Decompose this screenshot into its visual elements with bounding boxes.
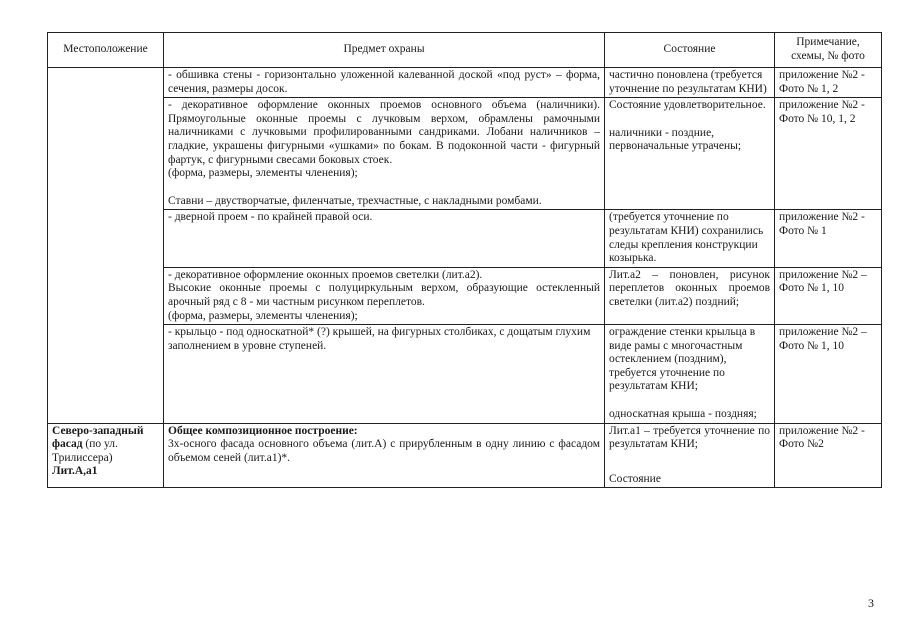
subject-text: Высокие оконные проемы с полуциркульным верхом, образующие остекленный арочный ряд с 8 - ми частным рисунком переплетов. [168,282,600,308]
subject-text: - декоративное оформление оконных проемов светелки (лит.а2). [168,268,483,281]
page-number: 3 [868,596,874,610]
table-row [48,423,882,488]
subject-cell [164,325,605,424]
subject-cell [164,423,605,488]
state-cell [605,98,775,210]
note-cell: приложение №2 – Фото № 1, 10 [775,325,882,424]
state-cell: частично поновлена (требуется уточнение по результатам КНИ) [605,68,775,98]
state-text: Состояние [609,472,661,485]
subject-text: (форма, размеры, элементы членения); [168,167,358,180]
subject-text: - декоративное оформление оконных проемов основного объема (наличники). Прямоугольные оконные проемы с лучковым верхом, обрамлены рамочными наличниками с лучковыми профилированными сандриками. Лобани наличников – гладкие, украшены фигурными «ушками» по бокам. В подоконной части - фигурный фартук, с фигурными свесами боковых стоек. [168,99,600,166]
location-street: (по ул. Трилиссера) [52,438,118,464]
header-note: Примечание, схемы, № фото [775,33,882,68]
subject-cell [164,68,605,98]
location-facade: Северо-западный фасад [52,424,144,451]
header-state: Состояние [605,33,775,68]
state-cell: (требуется уточнение по результатам КНИ) сохранились следы крепления конструкции козырька. [605,210,775,267]
table-row [48,210,882,267]
table-row [48,267,882,324]
subject-cell [164,98,605,210]
subject-text: Ставни – двустворчатые, филенчатые, трехчастные, с накладными ромбами. [168,194,542,207]
header-subject: Предмет охраны [164,33,605,68]
table-header-row [48,33,882,68]
table-row [48,68,882,98]
state-text: ограждение стенки крыльца в виде рамы с многочастным остеклением (поздним), требуется уточнение по результатам КНИ; [609,326,756,393]
state-text: Лит.а1 – требуется уточнение по результатам КНИ; [609,424,770,451]
table-row [48,98,882,210]
state-text: наличники - поздние, первоначальные утрачены; [609,126,742,153]
location-lit: Лит.А,а1 [52,465,98,478]
header-location: Местоположение [48,33,164,68]
note-cell: приложение №2 – Фото № 1, 10 [775,267,882,324]
state-cell [605,423,775,488]
note-cell: приложение №2 - Фото № 1, 2 [775,68,882,98]
subject-text: - дверной проем - по крайней правой оси. [168,211,373,224]
note-cell: приложение №2 - Фото № 10, 1, 2 [775,98,882,210]
location-cell [48,423,164,488]
location-cell-empty [48,68,164,424]
note-cell: приложение №2 - Фото № 1 [775,210,882,267]
state-cell: Лит.а2 – поновлен, рисунок переплетов оконных проемов светелки (лит.а2) поздний; [605,267,775,324]
subject-cell [164,210,605,267]
state-text: односкатная крыша - поздняя; [609,408,757,421]
subject-text: 3х-осного фасада основного объема (лит.А) с прирубленным в одну линию с фасадом объемом сеней (лит.а1)*. [168,438,600,464]
table-row [48,325,882,424]
subject-text: - крыльцо - под односкатной* (?) крышей, на фигурных столбиках, с дощатым глухим заполнением в уровне ступеней. [168,326,591,352]
protection-table [47,32,882,488]
state-text: Состояние удовлетворительное. [609,99,766,112]
note-cell: приложение №2 - Фото №2 [775,423,882,488]
subject-text: (форма, размеры, элементы членения); [168,309,358,322]
subject-heading: Общее композиционное построение: [168,424,358,437]
state-cell [605,325,775,424]
subject-cell [164,267,605,324]
subject-text: - обшивка стены - горизонтально уложенной калеванной доской «под руст» – форма, сечения, размеры досок. [168,69,600,95]
